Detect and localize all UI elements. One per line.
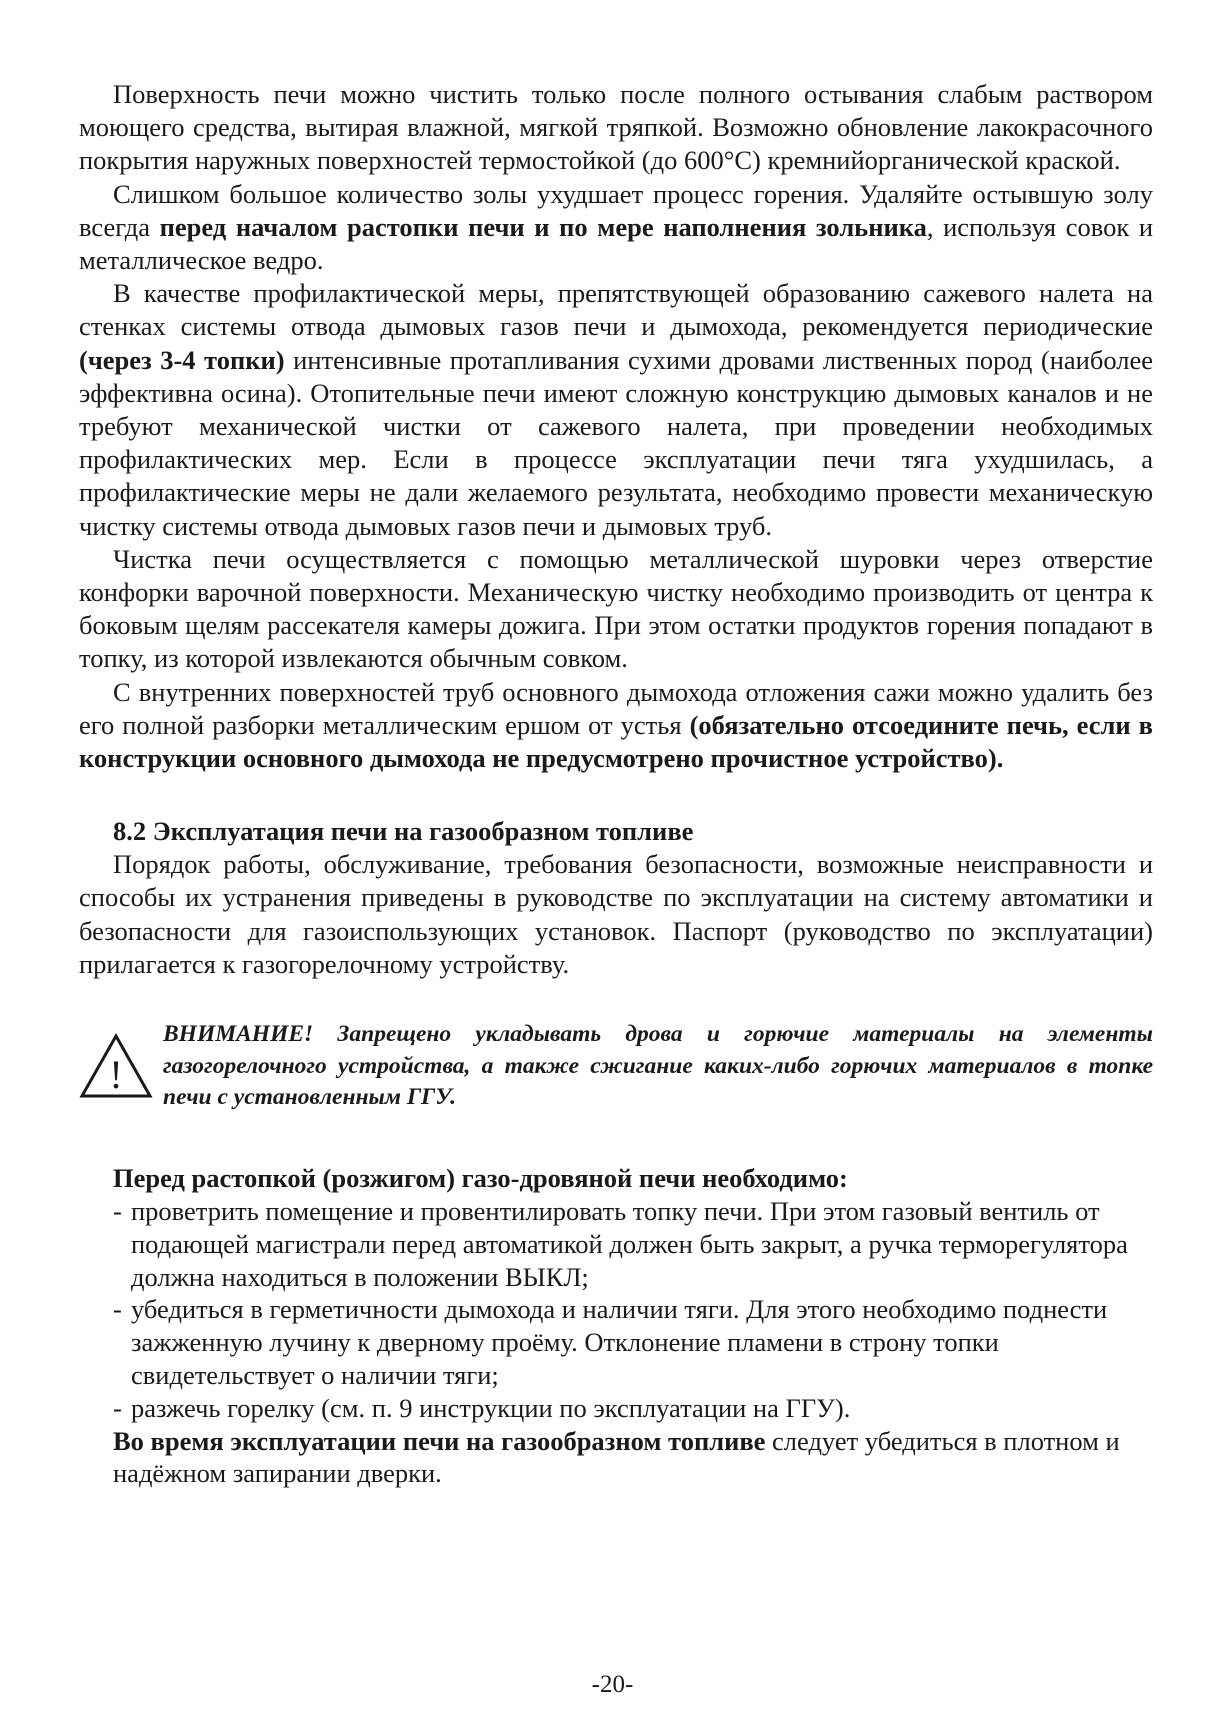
section-heading: 8.2 Эксплуатация печи на газообразном топливе [113,816,694,847]
paragraph-chimney-cleaning [79,676,1153,776]
section-body-paragraph: Порядок работы, обслуживание, требования безопасности, возможные неисправности и способы их устранения приведены в руководстве по эксплуатации на систему автоматики и безопасности для газоиспользующих установок. Паспорт (руководство по эксплуатации) прилагается к газогорелочному устройству. [79,849,1153,979]
paragraph-stove-cleaning [79,543,1153,676]
text-run: , используя совок и металлическое ведро. [79,211,1153,276]
paragraph-ash-removal [79,178,1153,278]
text-run: В качестве профилактической меры, препятствующей образованию сажевого налета на стенках системы отвода дымовых газов печи и дымохода, рекомендуется периодические [79,278,1153,342]
warning-text: ВНИМАНИЕ! Запрещено укладывать дрова и горючие материалы на элементы газогорелочного устройства, а также сжигание каких-либо горючих материалов в топке печи с установленным ГГУ. [163,1021,1153,1111]
text-run: С внутренних поверхностей труб основного дымохода отложения сажи можно удалить без его полной разборки металлическим ершом от устья [79,676,1153,740]
page-number: -20- [591,1671,634,1698]
checklist [79,1195,1153,1425]
bold-text-run: (обязательно отсоедините печь, если в конструкции основного дымохода не предусмотрено прочистное устройство). [79,709,1153,774]
paragraph-soot-prevention [79,277,1153,543]
warning-block [79,1019,1153,1119]
body-text [79,78,1153,775]
text-run: Поверхность печи можно чистить только после полного остывания слабым раствором моющего средства, вытирая влажной, мягкой тряпкой. Возможно обновление лакокрасочного покрытия наружных поверхностей термостойкой (до 600°С) кремнийорганической краской. [79,79,1153,176]
checklist-heading: Перед растопкой (розжигом) газо-дровяной печи необходимо: [113,1163,848,1194]
document-page [79,78,1153,1490]
closing-paragraph [79,1425,1153,1491]
bold-text-run: Во время эксплуатации печи на газообразном топливе [113,1425,766,1456]
bold-text-run: (через 3-4 топки) [79,344,285,375]
text-run: Слишком большое количество золы ухудшает процесс горения. Удаляйте остывшую золу всегда [79,178,1153,242]
list-item: - разжечь горелку (см. п. 9 инструкции по эксплуатации на ГГУ). [113,1392,1153,1425]
warning-icon [79,1033,153,1099]
paragraph-cleaning-surface [79,78,1153,178]
text-run: Чистка печи осуществляется с помощью металлической шуровки через отверстие конфорки варочной поверхности. Механическую чистку необходимо производить от центра к боковым щелям рассекателя камеры дожига. При этом остатки продуктов горения попадают в топку, из которой извлекаются обычным совком. [79,543,1153,674]
text-run: интенсивные протапливания сухими дровами лиственных пород (наиболее эффективна осина). Отопительные печи имеют сложную конструкцию дымовых каналов и не требуют механической чистки от сажевого налета, при проведении необходимых профилактических мер. Если в процессе эксплуатации печи тяга ухудшилась, а профилактические меры не дали желаемого результата, необходимо провести механическую чистку системы отвода дымовых газов печи и дымовых труб. [79,344,1153,541]
list-item: - проветрить помещение и провентилировать топку печи. При этом газовый вентиль от подающей магистрали перед автоматикой должен быть закрыт, а ручка терморегулятора должна находиться в положении ВЫКЛ; [113,1195,1153,1293]
list-item: - убедиться в герметичности дымохода и наличии тяги. Для этого необходимо поднести зажженную лучину к дверному проёму. Отклонение пламени в строну топки свидетельствует о наличии тяги; [113,1293,1153,1391]
warning-icon-symbol: ! [109,1052,123,1098]
text-run: следует убедиться в плотном и надёжном запирании дверки. [113,1425,1120,1489]
bold-text-run: перед началом растопки печи и по мере наполнения зольника [159,211,927,242]
